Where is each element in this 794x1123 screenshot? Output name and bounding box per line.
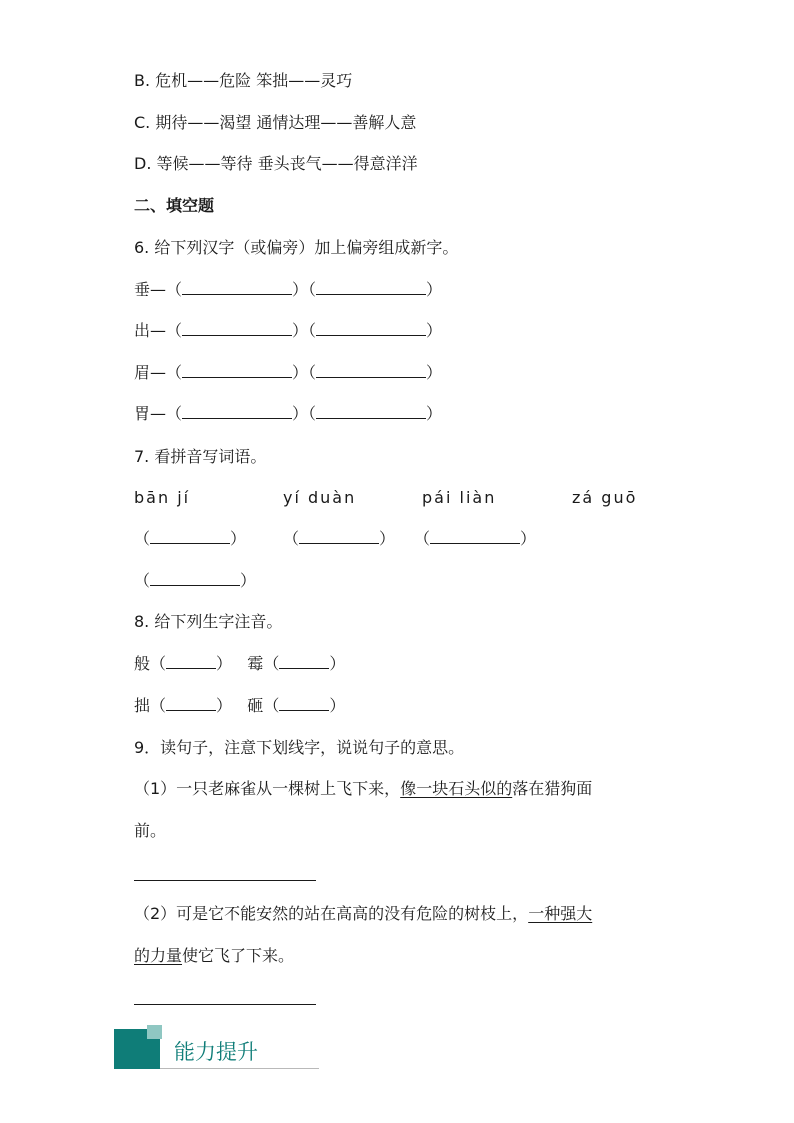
q8-row: 拙（ ） 砸（ ） [134,696,346,715]
q7-blank-2[interactable]: （ ） [283,529,396,548]
answer-blank[interactable] [316,403,426,419]
pinyin-4: zá guō [572,488,638,507]
option-d: D. 等候——等待 垂头丧气——得意洋洋 [134,154,418,173]
answer-blank[interactable] [279,653,329,669]
q6-char: 胃— [134,404,167,423]
answer-line[interactable] [134,1004,316,1005]
q8-char: 砸 [247,696,264,715]
q6-row: 眉—（ ）（ ） [134,363,443,382]
option-b: B. 危机——危险 笨拙——灵巧 [134,71,353,90]
q7-prompt: 7. 看拼音写词语。 [134,447,267,466]
answer-line[interactable] [134,880,316,881]
section-title: 二、填空题 [134,196,215,215]
q7-blank-4[interactable]: （ ） [134,571,257,590]
underlined-phrase: 一种强大 [528,904,593,923]
option-c: C. 期待——渴望 通情达理——善解人意 [134,113,417,132]
answer-blank[interactable] [316,279,426,295]
answer-blank[interactable] [182,320,292,336]
answer-blank[interactable] [182,403,292,419]
answer-blank[interactable] [182,279,292,295]
q8-prompt: 8. 给下列生字注音。 [134,612,283,631]
q6-row: 胃—（ ）（ ） [134,404,443,423]
pinyin-1: bān jí [134,488,191,507]
banner-accent-square [147,1025,162,1039]
q8-char: 霉 [247,654,264,673]
answer-blank[interactable] [279,695,329,711]
q9-prompt: 9．读句子，注意下划线字，说说句子的意思。 [134,738,465,757]
banner-title: 能力提升 [174,1040,258,1064]
q7-blank-1[interactable]: （ ） [134,529,247,548]
q8-row: 般（ ） 霉（ ） [134,654,346,673]
q9-sentence-2: （2）可是它不能安然的站在高高的没有危险的树枝上，一种强大 [134,904,593,923]
q6-char: 眉— [134,363,167,382]
q6-row: 出—（ ）（ ） [134,321,443,340]
answer-blank[interactable] [166,653,216,669]
q6-char: 垂— [134,280,167,299]
banner-divider [160,1068,319,1069]
q6-prompt: 6. 给下列汉字（或偏旁）加上偏旁组成新字。 [134,238,459,257]
answer-blank[interactable] [182,362,292,378]
underlined-phrase: 像一块石头似的 [400,779,513,798]
underlined-phrase: 的力量 [134,946,183,965]
q9-sentence-1-cont: 前。 [134,821,167,840]
q8-char: 拙 [134,696,151,715]
pinyin-3: pái liàn [422,488,497,507]
q9-sentence-1: （1）一只老麻雀从一棵树上飞下来，像一块石头似的落在猎狗面 [134,779,593,798]
answer-blank[interactable] [316,362,426,378]
answer-blank[interactable] [166,695,216,711]
q6-row: 垂—（ ）（ ） [134,280,443,299]
answer-blank[interactable] [316,320,426,336]
q7-blank-3[interactable]: （ ） [414,529,537,548]
section-banner [114,1025,319,1069]
q9-sentence-2-cont: 的力量使它飞了下来。 [134,946,295,965]
pinyin-2: yí duàn [283,488,357,507]
q6-char: 出— [134,321,167,340]
q8-char: 般 [134,654,151,673]
